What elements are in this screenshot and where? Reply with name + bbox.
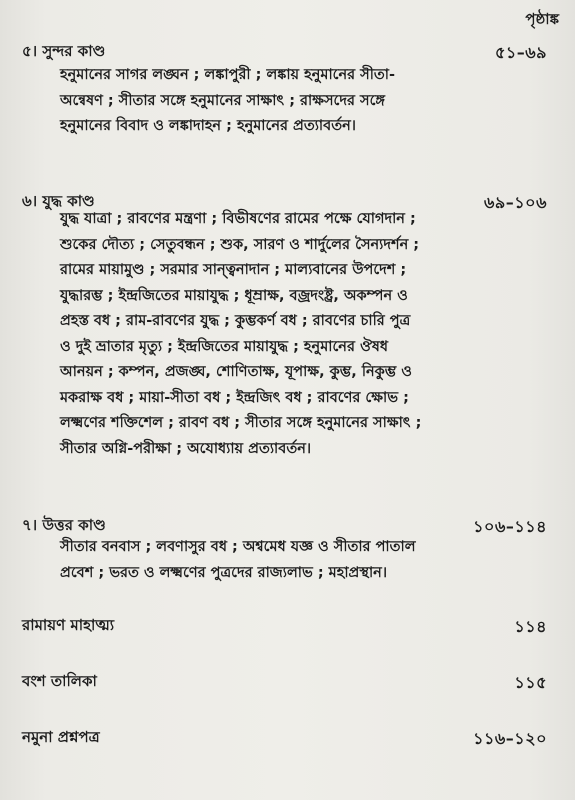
- content-line: আনয়ন ; কম্পন, প্রজঙ্ঘ, শোণিতাক্ষ, যূপাক্ষ, কুম্ভ, নিকুম্ভ ও: [60, 364, 412, 380]
- content-line: হনুমানের সাগর লঙ্ঘন ; লঙ্কাপুরী ; লঙ্কায় হনুমানের সীতা-: [60, 67, 395, 83]
- content-line: ও দুই ভ্রাতার মৃত্যু ; ইন্দ্রজিতের মায়াযুদ্ধ ; হনুমানের ঔষধ: [60, 338, 388, 355]
- content-line: মকরাক্ষ বধ ; মায়া-সীতা বধ ; ইন্দ্রজিৎ বধ ; রাবণের ক্ষোভ ;: [60, 389, 409, 406]
- content-line: শুকের দৌত্য ; সেতুবন্ধন ; শুক, সারণ ও শার্দুলের সৈন্যদর্শন ;: [60, 236, 420, 253]
- content-line: প্রবেশ ; ভরত ও লক্ষ্মণের পুত্রদের রাজ্যলাভ ; মহাপ্রস্থান।: [60, 564, 388, 581]
- section-page-range: ৫১–৬৯: [494, 43, 547, 62]
- section-page-range: ১০৬–১১৪: [473, 517, 547, 536]
- section-contents: [60, 207, 560, 462]
- section-title: বংশ তালিকা: [22, 672, 97, 690]
- content-line: সীতার অগ্নি-পরীক্ষা ; অযোধ্যায় প্রত্যাবর্তন।: [60, 440, 312, 457]
- content-line: লক্ষ্মণের শক্তিশেল ; রাবণ বধ ; সীতার সঙ্গে হনুমানের সাক্ষাৎ ;: [60, 415, 422, 431]
- section-page-range: ১১৪: [514, 617, 547, 636]
- content-line: রামের মায়ামুণ্ড ; সরমার সান্ত্বনাদান ; মাল্যবানের উপদেশ ;: [60, 262, 407, 278]
- section-contents: [60, 63, 560, 140]
- content-line: অন্বেষণ ; সীতার সঙ্গে হনুমানের সাক্ষাৎ ; রাক্ষসদের সঙ্গে: [60, 92, 386, 109]
- section-title: ৭। উত্তর কাণ্ড: [22, 516, 106, 534]
- content-line: যুদ্ধ যাত্রা ; রাবণের মন্ত্রণা ; বিভীষণের রামের পক্ষে যোগদান ;: [60, 211, 416, 227]
- content-line: যুদ্ধারম্ভ ; ইন্দ্রজিতের মায়াযুদ্ধ ; ধূম্রাক্ষ, বজ্রদংষ্ট্র, অকম্পন ও: [60, 287, 408, 304]
- content-line: সীতার বনবাস ; লবণাসুর বধ ; অশ্বমেধ যজ্ঞ ও সীতার পাতাল: [60, 539, 416, 555]
- section-header: [0, 40, 575, 64]
- section-page-range: ১১৫: [514, 673, 547, 692]
- page-number-heading: পৃষ্ঠাঙ্ক: [525, 10, 559, 28]
- content-line: হনুমানের বিবাদ ও লঙ্কাদাহন ; হনুমানের প্রত্যাবর্তন।: [60, 118, 356, 134]
- section-header: [0, 670, 575, 694]
- section-title: নমুনা প্রশ্নপত্র: [22, 728, 100, 746]
- section-contents: [60, 535, 560, 586]
- content-line: প্রহস্ত বধ ; রাম-রাবণের যুদ্ধ ; কুম্ভকর্ণ বধ ; রাবণের চারি পুত্র: [60, 313, 411, 329]
- section-header: [0, 726, 575, 750]
- section-title: ৫। সুন্দর কাণ্ড: [22, 42, 106, 60]
- section-title: ৬। যুদ্ধ কাণ্ড: [22, 192, 95, 210]
- section-title: রামায়ণ মাহাত্ম্য: [22, 616, 115, 634]
- section-page-range: ৬৯–১০৬: [484, 193, 547, 212]
- section-page-range: ১১৬–১২০: [473, 729, 547, 748]
- section-header: [0, 614, 575, 638]
